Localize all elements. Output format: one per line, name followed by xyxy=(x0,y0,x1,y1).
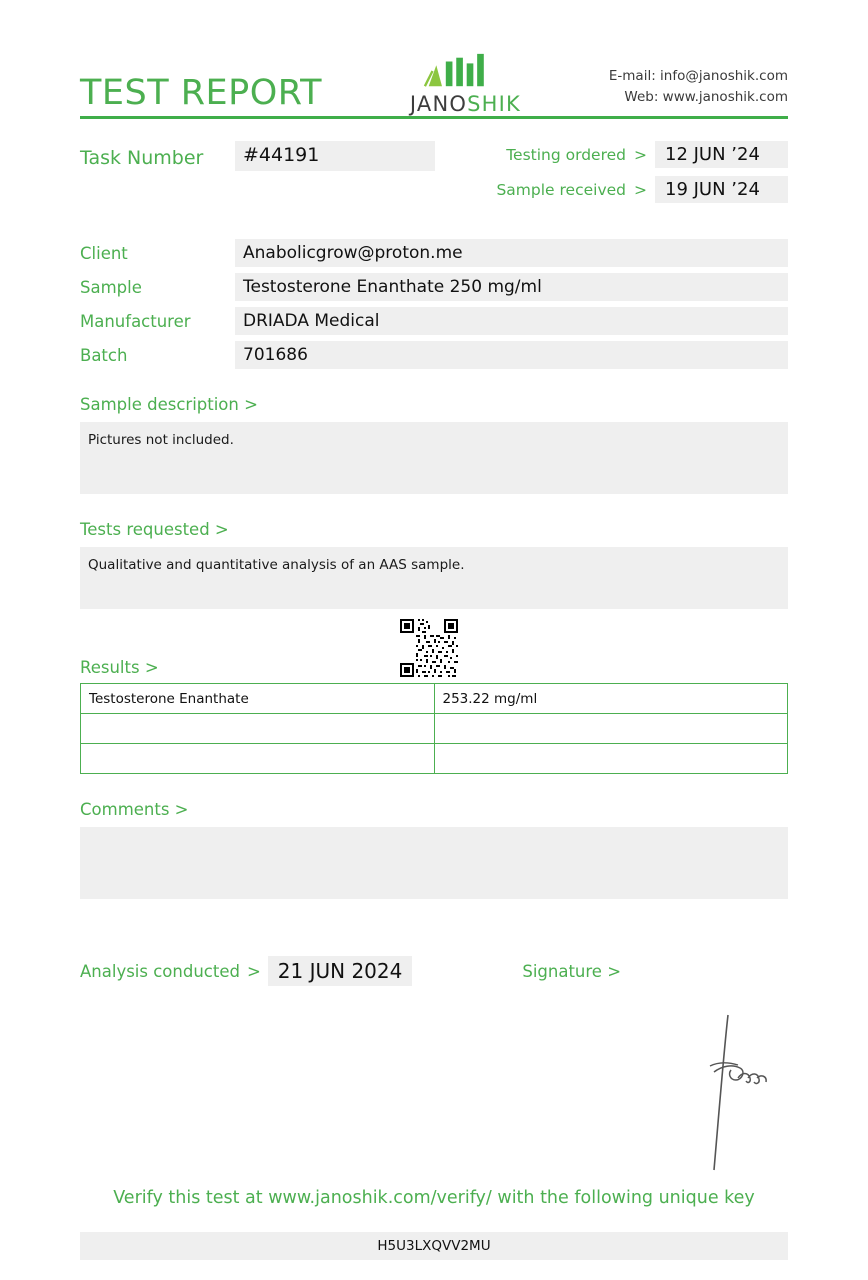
sample-received-arrow: > xyxy=(634,180,647,199)
testing-ordered-label: Testing ordered xyxy=(506,145,626,164)
table-row xyxy=(81,744,788,774)
results-heading: Results > xyxy=(80,658,159,677)
sample-received-value: 19 JUN ’24 xyxy=(655,176,788,203)
task-row xyxy=(80,141,788,211)
header-divider xyxy=(80,116,788,119)
sample-description-heading: Sample description > xyxy=(80,395,258,414)
client-label: Client xyxy=(80,243,128,263)
results-table xyxy=(80,683,788,774)
tests-requested-box: Qualitative and quantitative analysis of an AAS sample. xyxy=(80,547,788,609)
result-value-3 xyxy=(434,744,788,774)
signature-row xyxy=(80,951,788,991)
info-row-client xyxy=(80,239,788,267)
unique-key: H5U3LXQVV2MU xyxy=(80,1232,788,1260)
results-header xyxy=(80,631,788,677)
info-row-manufacturer xyxy=(80,307,788,335)
tests-requested-heading: Tests requested > xyxy=(80,520,229,539)
analysis-conducted-arrow: > xyxy=(246,961,261,981)
task-number-value: #44191 xyxy=(235,141,435,171)
comments-heading: Comments > xyxy=(80,800,189,819)
signature-label: Signature > xyxy=(522,961,622,981)
result-name-2 xyxy=(81,714,435,744)
info-row-sample xyxy=(80,273,788,301)
qr-code-icon xyxy=(400,619,458,677)
testing-ordered-row xyxy=(496,141,788,168)
client-value: Anabolicgrow@proton.me xyxy=(235,239,788,267)
testing-ordered-arrow: > xyxy=(634,145,647,164)
contact-web: Web: www.janoshik.com xyxy=(624,88,788,105)
batch-value: 701686 xyxy=(235,341,788,369)
result-name-3 xyxy=(81,744,435,774)
signature-mark xyxy=(698,1010,768,1175)
result-value-1: 253.22 mg/ml xyxy=(434,684,788,714)
manufacturer-value: DRIADA Medical xyxy=(235,307,788,335)
dates-block xyxy=(496,141,788,211)
analysis-conducted-date: 21 JUN 2024 xyxy=(268,956,413,986)
info-row-batch xyxy=(80,341,788,369)
analysis-conducted-label: Analysis conducted xyxy=(80,961,240,981)
brand-wordmark xyxy=(365,92,565,116)
contact-info xyxy=(609,48,788,108)
page-title: TEST REPORT xyxy=(80,73,322,113)
sample-label: Sample xyxy=(80,277,142,297)
brand-logo xyxy=(365,48,565,116)
task-number-label: Task Number xyxy=(80,147,204,169)
report-header xyxy=(80,0,788,116)
info-fields xyxy=(80,239,788,369)
sample-description-box: Pictures not included. xyxy=(80,422,788,494)
janoshik-logo-icon xyxy=(423,52,509,90)
result-value-2 xyxy=(434,714,788,744)
sample-value: Testosterone Enanthate 250 mg/ml xyxy=(235,273,788,301)
table-row xyxy=(81,714,788,744)
brand-wordmark-part2: SHIK xyxy=(467,92,521,116)
sample-received-label: Sample received xyxy=(496,180,626,199)
brand-wordmark-part1: JANO xyxy=(409,92,468,116)
comments-box xyxy=(80,827,788,899)
testing-ordered-value: 12 JUN ’24 xyxy=(655,141,788,168)
contact-email: E-mail: info@janoshik.com xyxy=(608,68,788,84)
batch-label: Batch xyxy=(80,345,128,365)
table-row xyxy=(81,684,788,714)
sample-received-row xyxy=(496,176,788,203)
verify-text: Verify this test at www.janoshik.com/verify/ with the following unique key xyxy=(113,1188,755,1208)
manufacturer-label: Manufacturer xyxy=(80,311,191,331)
result-name-1: Testosterone Enanthate xyxy=(81,684,435,714)
